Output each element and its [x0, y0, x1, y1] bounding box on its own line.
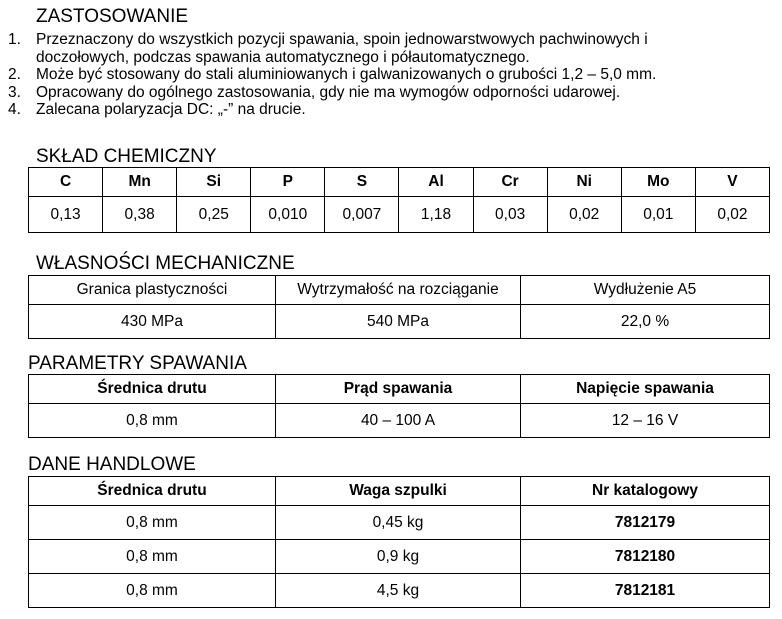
list-item-number: 4. — [8, 101, 21, 118]
table-row — [29, 404, 770, 438]
zastosowanie-title: ZASTOSOWANIE — [36, 6, 189, 27]
list-item-number: 3. — [8, 83, 21, 101]
table-cell: 0,8 mm — [29, 574, 276, 608]
table-header-cell: Waga szpulki — [276, 477, 521, 506]
table-cell: 0,9 kg — [276, 540, 521, 574]
catalog-number-cell: 7812179 — [521, 506, 770, 540]
table-header-cell: V — [695, 168, 769, 197]
parametry-title: PARAMETRY SPAWANIA — [28, 353, 247, 374]
table-header-cell: Prąd spawania — [276, 375, 521, 404]
table-header-cell: Wytrzymałość na rozciąganie — [276, 276, 521, 305]
table-header-cell: Mn — [103, 168, 177, 197]
table-cell: 0,13 — [29, 197, 103, 233]
chemical-composition-table — [28, 167, 770, 233]
table-cell: 0,45 kg — [276, 506, 521, 540]
table-cell: 12 – 16 V — [521, 404, 770, 438]
table-header-cell: Średnica drutu — [29, 477, 276, 506]
zastosowanie-list — [8, 31, 768, 119]
table-header-cell: Wydłużenie A5 — [521, 276, 770, 305]
table-cell: 0,25 — [177, 197, 251, 233]
list-item — [8, 66, 768, 84]
sklad-title: SKŁAD CHEMICZNY — [36, 146, 217, 167]
table-cell: 40 – 100 A — [276, 404, 521, 438]
table-row — [29, 305, 770, 339]
table-header-cell: Mo — [621, 168, 695, 197]
table-header-cell: Napięcie spawania — [521, 375, 770, 404]
table-cell: 0,02 — [547, 197, 621, 233]
table-row — [29, 540, 770, 574]
list-item-text: Zalecana polaryzacja DC: „-” na drucie. — [36, 101, 306, 118]
table-cell: 0,02 — [695, 197, 769, 233]
table-header-cell: Ni — [547, 168, 621, 197]
table-header-cell: Nr katalogowy — [521, 477, 770, 506]
table-cell: 540 MPa — [276, 305, 521, 339]
list-item-text: Może być stosowany do stali aluminiowanych i galwanizowanych o grubości 1,2 – 5,0 mm. — [36, 66, 657, 83]
table-header-cell: Granica plastyczności — [29, 276, 276, 305]
table-cell: 0,01 — [621, 197, 695, 233]
trade-data-table — [28, 476, 770, 608]
table-row — [29, 574, 770, 608]
dane-title: DANE HANDLOWE — [28, 454, 196, 475]
welding-parameters-table — [28, 374, 770, 438]
list-item-text-continued: doczołowych, podczas spawania automatycznego i półautomatycznego. — [36, 48, 530, 66]
table-cell: 0,010 — [251, 197, 325, 233]
list-item-number: 2. — [8, 66, 21, 83]
list-item-number: 1. — [8, 31, 21, 48]
table-cell: 0,007 — [325, 197, 399, 233]
mechanical-properties-table — [28, 275, 770, 339]
table-header-cell: S — [325, 168, 399, 197]
wlasnosci-title: WŁASNOŚCI MECHANICZNE — [36, 253, 295, 274]
table-cell: 22,0 % — [521, 305, 770, 339]
catalog-number-cell: 7812180 — [521, 540, 770, 574]
list-item — [8, 84, 768, 102]
table-header-row — [29, 168, 770, 197]
table-header-cell: C — [29, 168, 103, 197]
table-cell: 1,18 — [399, 197, 473, 233]
table-header-cell: Al — [399, 168, 473, 197]
table-cell: 0,8 mm — [29, 540, 276, 574]
list-item — [8, 101, 768, 119]
table-cell: 0,38 — [103, 197, 177, 233]
list-item-text: Przeznaczony do wszystkich pozycji spawania, spoin jednowarstwowych pachwinowych i — [36, 31, 648, 48]
table-cell: 0,8 mm — [29, 506, 276, 540]
table-header-row — [29, 375, 770, 404]
table-row — [29, 197, 770, 233]
catalog-number-cell: 7812181 — [521, 574, 770, 608]
table-header-cell: Cr — [473, 168, 547, 197]
list-item-text: Opracowany do ogólnego zastosowania, gdy nie ma wymogów odporności udarowej. — [36, 83, 621, 101]
list-item — [8, 31, 768, 66]
table-header-row — [29, 276, 770, 305]
table-cell: 0,8 mm — [29, 404, 276, 438]
table-row — [29, 506, 770, 540]
table-header-row — [29, 477, 770, 506]
table-cell: 0,03 — [473, 197, 547, 233]
table-cell: 4,5 kg — [276, 574, 521, 608]
table-header-cell: P — [251, 168, 325, 197]
table-header-cell: Si — [177, 168, 251, 197]
table-cell: 430 MPa — [29, 305, 276, 339]
table-header-cell: Średnica drutu — [29, 375, 276, 404]
